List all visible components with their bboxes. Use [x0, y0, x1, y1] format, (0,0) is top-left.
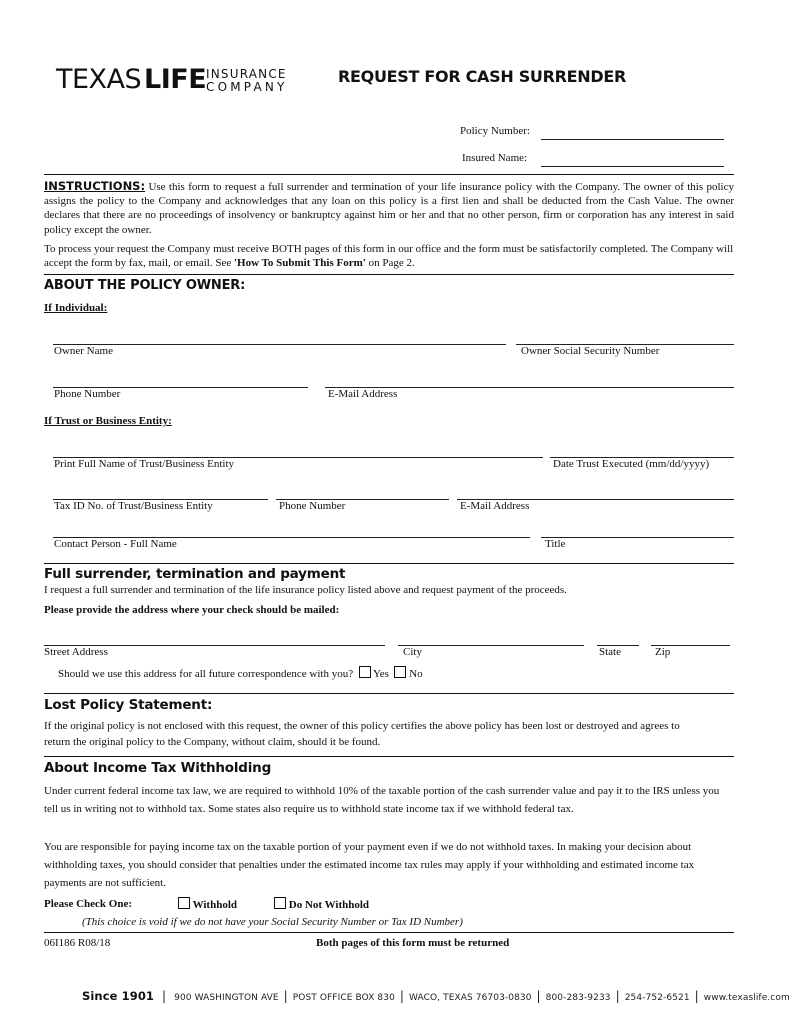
instructions-body: The owner of this policy assigns the policy to the Company and acknowledges that any loan on this policy is a first lien and shall be deducted from the Cash Value. The owner declares that there are no proceedings of insolvency or bankruptcy against him or her and that no other person, firm or corporation has any interest in said policy except the owner. — [44, 181, 735, 236]
footer-street: 900 WASHINGTON AVE — [174, 993, 279, 1003]
logo-life: LIFE — [144, 64, 207, 95]
tax-id-label: Tax ID No. of Trust/Business Entity — [54, 500, 213, 512]
footer-po-box: POST OFFICE BOX 830 — [292, 993, 395, 1003]
instructions-text — [44, 179, 734, 237]
process-end: on Page 2. — [365, 257, 415, 270]
insured-name-field[interactable] — [541, 166, 724, 167]
both-pages-note: Both pages of this form must be returned — [316, 937, 510, 949]
withhold-label: Withhold — [192, 899, 237, 911]
trust-name-label: Print Full Name of Trust/Business Entity — [54, 458, 234, 470]
lost-text: If the original policy is not enclosed with this request, the owner of this policy certifies the above policy has been lost or destroyed and agrees to return the original policy to the Company, without claim, should it be found. — [44, 720, 680, 748]
void-note: (This choice is void if we do not have your Social Security Number or Tax ID Number) — [82, 916, 463, 928]
instructions-process — [44, 242, 734, 270]
policy-number-label: Policy Number: — [460, 125, 530, 137]
trust-date-label: Date Trust Executed (mm/dd/yyyy) — [553, 458, 710, 470]
trust-phone-label: Phone Number — [279, 500, 346, 512]
logo-company: COMPANY — [206, 80, 288, 94]
footer-sep: | — [694, 989, 699, 1003]
do-not-withhold-checkbox[interactable] — [274, 897, 286, 909]
instructions-line1: Use this form to request a full surrender and termination of your life insurance policy with the Company. — [145, 181, 621, 193]
footer-sep: | — [162, 989, 167, 1003]
do-not-withhold-option[interactable] — [274, 897, 369, 911]
policy-number-field[interactable] — [541, 139, 724, 140]
check-one-label: Please Check One: — [44, 898, 132, 910]
divider — [44, 756, 734, 757]
withhold-checkbox[interactable] — [178, 897, 190, 909]
lost-heading: Lost Policy Statement: — [44, 697, 213, 713]
title-label: Title — [545, 538, 566, 550]
trust-label: If Trust or Business Entity: — [44, 415, 172, 427]
street-label: Street Address — [44, 646, 108, 658]
city-label: City — [403, 646, 422, 658]
tax-heading: About Income Tax Withholding — [44, 760, 272, 776]
company-logo — [56, 64, 301, 100]
owner-phone-label: Phone Number — [54, 388, 121, 400]
no-label: No — [409, 668, 423, 680]
individual-label: If Individual: — [44, 302, 108, 314]
yes-checkbox[interactable] — [359, 666, 371, 678]
withhold-option[interactable] — [178, 897, 237, 911]
future-correspondence — [58, 666, 423, 680]
owner-name-label: Owner Name — [54, 345, 113, 357]
divider — [44, 274, 734, 275]
owner-email-label: E-Mail Address — [328, 388, 398, 400]
footer-sep: | — [283, 989, 288, 1003]
footer-sep: | — [536, 989, 541, 1003]
trust-email-label: E-Mail Address — [460, 500, 530, 512]
no-checkbox[interactable] — [394, 666, 406, 678]
yes-label: Yes — [372, 668, 389, 680]
footer-city: WACO, TEXAS 76703-0830 — [409, 993, 532, 1003]
instructions-heading: INSTRUCTIONS: — [44, 179, 146, 193]
footer-phone2: 254-752-6521 — [624, 993, 690, 1003]
do-not-withhold-label: Do Not Withhold — [288, 899, 370, 911]
owner-heading: ABOUT THE POLICY OWNER: — [44, 278, 246, 293]
future-question: Should we use this address for all future correspondence with you? — [58, 668, 354, 680]
zip-label: Zip — [655, 646, 671, 658]
form-code: 06I186 R08/18 — [44, 937, 111, 949]
contact-label: Contact Person - Full Name — [54, 538, 177, 550]
address-prompt: Please provide the address where your check should be mailed: — [44, 604, 340, 616]
process-text: To process your request the Company must receive BOTH pages of this form in our office and the form must be satisfactorily completed. The Company will accept the form by fax, mail, or email. See — [44, 243, 734, 270]
since-1901: Since 1901 — [82, 989, 155, 1003]
logo-texas: TEXAS — [56, 64, 142, 95]
tax-text1: Under current federal income tax law, we are required to withhold 10% of the taxable portion of the cash surrender value and pay it to the IRS unless you tell us in writing not to withhold tax. Some states also require us to withhold state income tax if we withhold federal tax. — [44, 785, 720, 816]
footer-sep: | — [615, 989, 620, 1003]
city-field[interactable] — [398, 645, 584, 646]
title-field[interactable] — [541, 537, 734, 538]
how-to-submit: 'How To Submit This Form' — [233, 257, 366, 270]
footer-phone1: 800-283-9233 — [545, 993, 611, 1003]
surrender-heading: Full surrender, termination and payment — [44, 566, 346, 582]
owner-ssn-label: Owner Social Security Number — [521, 345, 660, 357]
page-title: REQUEST FOR CASH SURRENDER — [338, 67, 627, 86]
logo-insurance: INSURANCE — [206, 67, 287, 81]
divider — [44, 174, 734, 175]
divider — [44, 693, 734, 694]
tax-text2: You are responsible for paying income tax on the taxable portion of your payment even if we do not withhold taxes. In making your decision about withholding taxes, you should consider that penalties under the estimated income tax rules may apply if your withholding and estimated income tax payments are not sufficient. — [44, 841, 695, 890]
surrender-text: I request a full surrender and termination of the life insurance policy listed above and request payment of the proceeds. — [44, 584, 567, 596]
state-label: State — [599, 646, 621, 658]
footer-contact — [82, 989, 790, 1003]
insured-name-label: Insured Name: — [462, 152, 528, 164]
footer-website[interactable]: www.texaslife.com — [703, 993, 790, 1003]
owner-name-field[interactable] — [53, 344, 506, 345]
footer-sep: | — [399, 989, 405, 1003]
divider — [44, 563, 734, 564]
divider — [44, 932, 734, 933]
